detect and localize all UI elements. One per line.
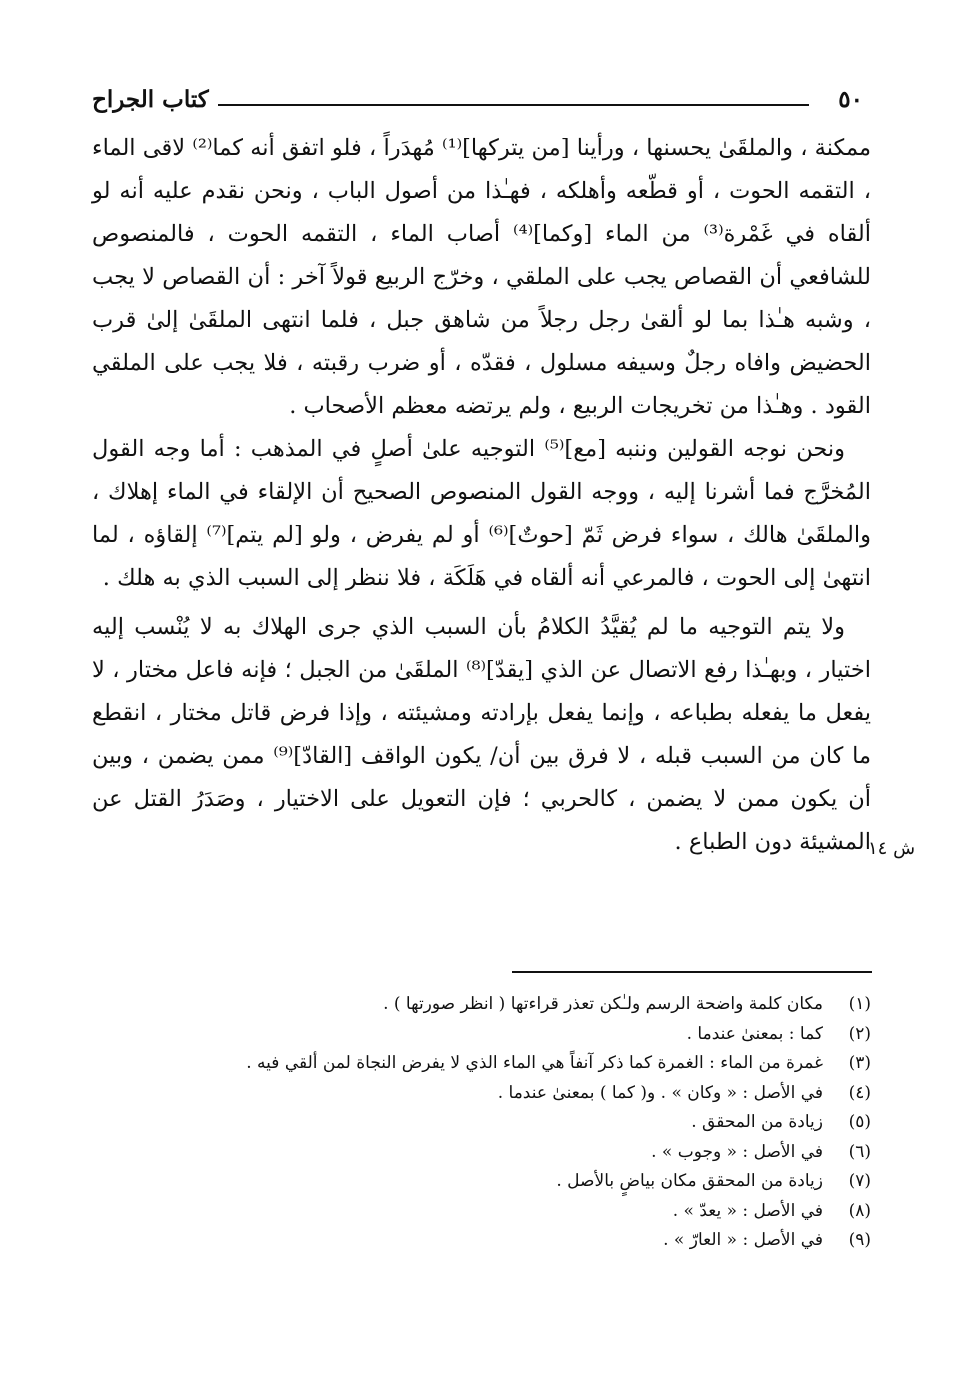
footnote [130, 1226, 871, 1256]
footnote-text: في الأصل : « يعدّ » . [672, 1200, 823, 1221]
footnote [130, 1197, 871, 1227]
footnote [130, 1020, 871, 1050]
footnote-text: غمرة من الماء : الغمرة كما ذكر آنفاً هي الماء الذي لا يفرض النجاة لمن ألقي فيه . [246, 1053, 823, 1073]
paragraph: ممكنة ، والملقَىٰ يحسنها ، ورأينا [من يتركها]⁽¹⁾ مُهدَراً ، فلو اتفق أنه كما⁽²⁾ لاقى الماء ، التقمه الحوت ، أو قطّعه وأهلكه ، فهـٰذا من أصول الباب ، ونحن نقدم عليه أنه لو ألقاه في غَمْرة⁽³⁾ من الماء [وكما]⁽⁴⁾ أصاب الماء ، التقمه الحوت ، فالمنصوص للشافعي أن القصاص يجب على الملقي ، وخرّج الربيع قولاً آخر : أن القصاص لا يجب ، وشبه هـٰذا بما لو ألقىٰ رجل رجلاً من شاهق جبل ، فلما انتهى الملقَىٰ إلىٰ قرب الحضيض وافاه رجلٌ وسيفه مسلول ، فقدّه ، أو ضرب رقبته ، فلا يجب على الملقي القود . وهـٰذا من تخريجات الربيع ، ولم يرتضه معظم الأصحاب . [92, 135, 872, 419]
footnote-number: (٣) [848, 1053, 871, 1073]
footnotes [130, 990, 871, 1256]
footnote-number: (٢) [848, 1023, 871, 1044]
footnote-number: (٤) [848, 1082, 871, 1103]
page-number: ٥٠ [838, 86, 863, 113]
footnote [130, 1108, 871, 1138]
footnote [130, 990, 871, 1020]
footnote-number: (١) [848, 994, 871, 1014]
main-text [92, 127, 871, 864]
running-title: كتاب الجراح [92, 86, 209, 113]
footnote [130, 1167, 871, 1197]
footnote-number: (٦) [848, 1141, 871, 1162]
footnote-separator [512, 971, 872, 973]
footnote-number: (٨) [848, 1200, 871, 1221]
footnote-text: في الأصل : « وجوب » . [651, 1141, 823, 1162]
manuscript-folio-marker: ش ١٤ [868, 838, 916, 859]
footnote-text: زيادة من المحقق مكان بياضٍ بالأصل . [556, 1171, 823, 1191]
footnote [130, 1049, 871, 1079]
footnote-number: (٩) [848, 1230, 871, 1250]
footnote-text: في الأصل : « العارّ » . [663, 1230, 823, 1250]
footnote [130, 1079, 871, 1109]
footnote-number: (٧) [848, 1171, 871, 1191]
paragraph: ولا يتم التوجيه ما لم يُقيَّدُ الكلامُ بأن السبب الذي جرى الهلاك به لا يُنْسب إليه اختيار ، وبهـٰذا رفع الاتصال عن الذي [يقدّ]⁽⁸⁾ الملقَىٰ من الجبل ؛ فإنه فاعل مختار ، لا يفعل ما يفعله بطباعه ، وإنما يفعل بإرادته ومشيئته ، وإذا فرض قاتل مختار ، انقطع ما كان من السبب قبله ، لا فرق بين أن/ يكون الواقف [القادّ]⁽⁹⁾ ممن يضمن ، وبين أن يكون ممن لا يضمن ، كالحربي ؛ فإن التعويل على الاختيار ، وصَدَرُ القتل عن المشيئة دون الطباع . [92, 614, 872, 855]
footnote-number: (٥) [848, 1112, 871, 1132]
footnote-text: في الأصل : « وكان » . و( كما ) بمعنىٰ عندما . [497, 1082, 823, 1103]
footnote-text: زيادة من المحقق . [691, 1112, 823, 1132]
paragraph: ونحن نوجه القولين وننبه [مع]⁽⁵⁾ التوجيه علىٰ أصلٍ في المذهب : أما وجه القول المُخرَّج فما أشرنا إليه ، ووجه القول المنصوص الصحيح أن الإلقاء في الماء إهلاك ، والملقَىٰ هالك ، سواء فرض ثَمّ [حوتٌ]⁽⁶⁾ أو لم يفرض ، ولو [لم يتم]⁽⁷⁾ إلقاؤه ، لما انتهىٰ إلى الحوت ، فالمرعي أنه ألقاه في هَلَكَة ، فلا ننظر إلى السبب الذي به هلك . [92, 436, 871, 591]
page-header [92, 84, 863, 118]
footnote-text: مكان كلمة واضحة الرسم ولـٰكن تعذر قراءتها ( انظر صورتها ) . [383, 994, 823, 1014]
header-rule [218, 104, 809, 106]
footnote [130, 1138, 871, 1168]
footnote-text: كما : بمعنىٰ عندما . [686, 1023, 823, 1044]
